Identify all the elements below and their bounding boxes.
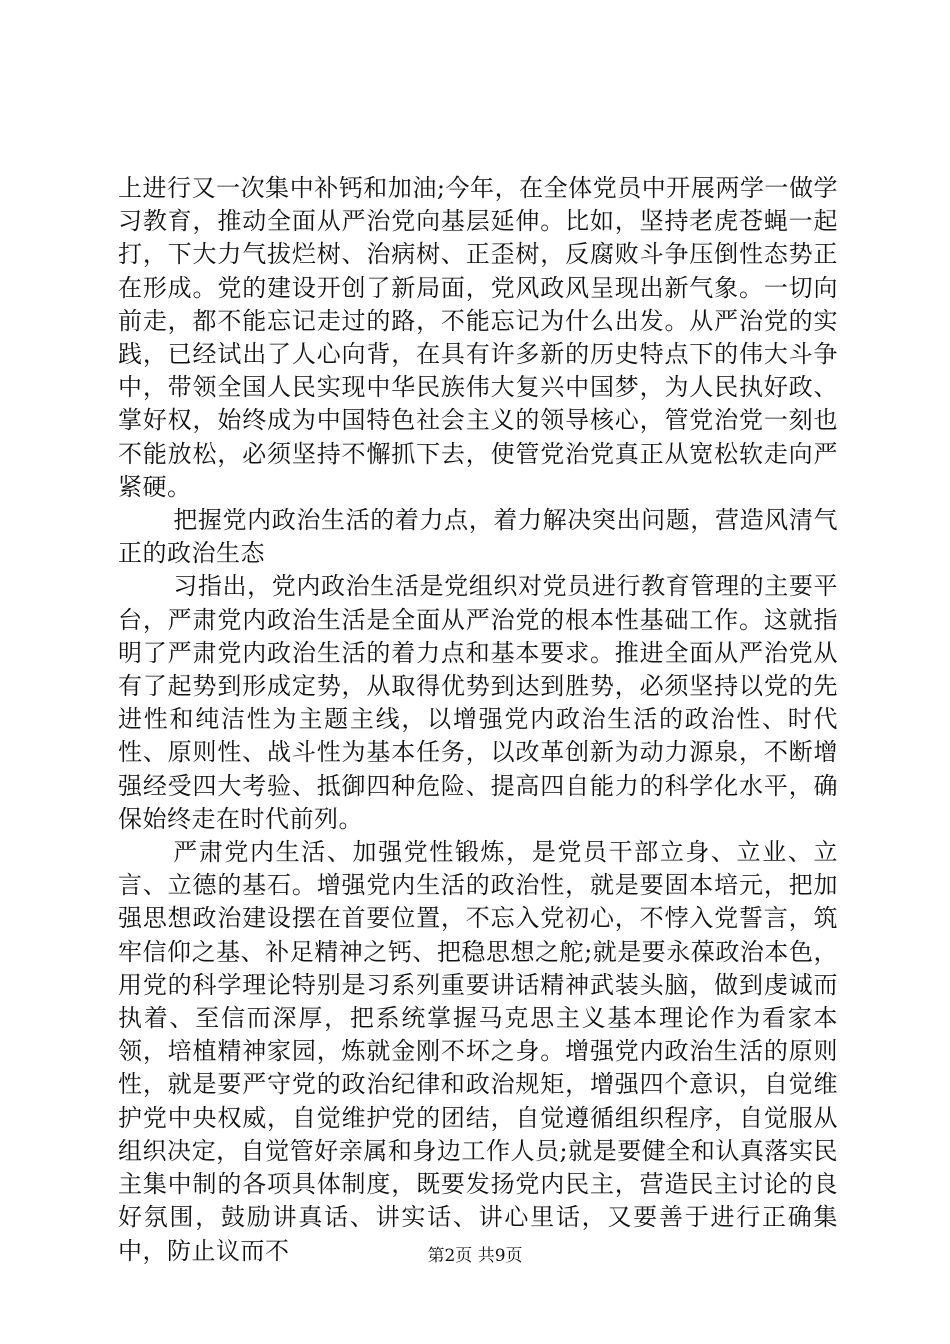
paragraph-1: 上进行又一次集中补钙和加油;今年，在全体党员中开展两学一做学习教育，推动全面从严治党向基层延伸。比如，坚持老虎苍蝇一起打，下大力气拔烂树、治病树、正歪树，反腐败斗争压倒性态势正在形成。党的建设开创了新局面，党风政风呈现出新气象。一切向前走，都不能忘记走过的路，不能忘记为什么出发。从严治党的实践，已经试出了人心向背，在具有许多新的历史特点下的伟大斗争中，带领全国人民实现中华民族伟大复兴中国梦，为人民执好政、掌好权，始终成为中国特色社会主义的领导核心，管党治党一刻也不能放松，必须坚持不懈抓下去，使管党治党真正从宽松软走向严紧硬。 — [118, 174, 838, 501]
paragraph-3: 习指出，党内政治生活是党组织对党员进行教育管理的主要平台，严肃党内政治生活是全面从严治党的根本性基础工作。这就指明了严肃党内政治生活的着力点和基本要求。推进全面从严治党从有了起势到形成定势，从取得优势到达到胜势，必须坚持以党的先进性和纯洁性为主题主线，以增强党内政治生活的政治性、时代性、原则性、战斗性为基本任务，以改革创新为动力源泉，不断增强经受四大考验、抵御四种危险、提高四自能力的科学化水平，确保始终走在时代前列。 — [118, 572, 838, 833]
document-body — [118, 172, 838, 1268]
paragraph-2-heading: 把握党内政治生活的着力点，着力解决突出问题，营造风清气正的政治生态 — [118, 506, 838, 568]
page-number-footer: 第2页 共9页 — [427, 1246, 523, 1266]
paragraph-4: 严肃党内生活、加强党性锻炼，是党员干部立身、立业、立言、立德的基石。增强党内生活的政治性，就是要固本培元，把加强思想政治建设摆在首要位置，不忘入党初心，不悖入党誓言，筑牢信仰之基、补足精神之钙、把稳思想之舵;就是要永葆政治本色，用党的科学理论特别是习系列重要讲话精神武装头脑，做到虔诚而执着、至信而深厚，把系统掌握马克思主义基本理论作为看家本领，培植精神家园，炼就金刚不坏之身。增强党内政治生活的原则性，就是要严守党的政治纪律和政治规矩，增强四个意识，自觉维护党中央权威，自觉维护党的团结，自觉遵循组织程序，自觉服从组织决定，自觉管好亲属和身边工作人员;就是要健全和认真落实民主集中制的各项具体制度，既要发扬党内民主，营造民主讨论的良好氛围，鼓励讲真话、讲实话、讲心里话，又要善于进行正确集中，防止议而不 — [118, 838, 838, 1265]
